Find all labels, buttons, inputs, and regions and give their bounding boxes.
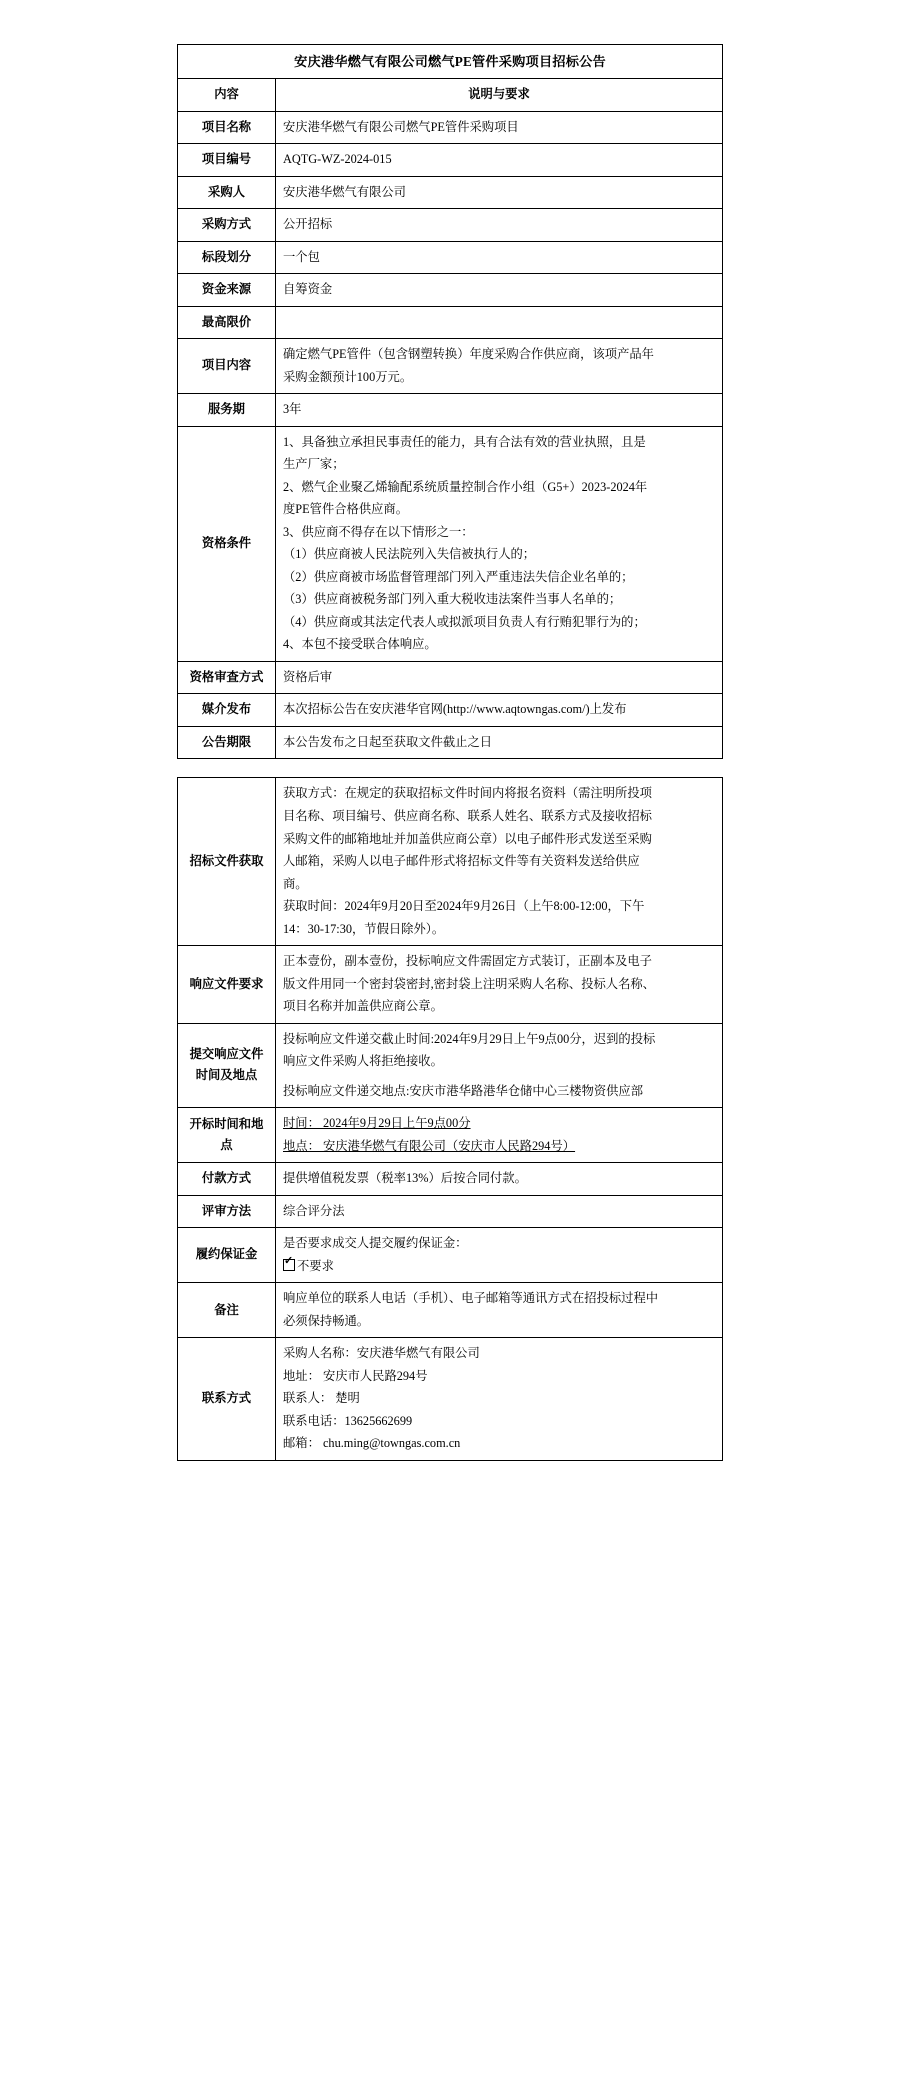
- table-row: [178, 1163, 723, 1196]
- announcement-table-part1: [177, 44, 723, 759]
- table-row: [178, 946, 723, 1024]
- row-label: 开标时间和地点: [178, 1108, 276, 1163]
- performance-bond-intro: 是否要求成交人提交履约保证金：: [283, 1236, 468, 1251]
- announcement-table-part2: [177, 777, 723, 1460]
- table-header-row: [178, 79, 723, 112]
- row-value-line: 获取时间：2024年9月20日至2024年9月26日（上午8:00-12:00，下午: [283, 899, 645, 914]
- row-value: [276, 1108, 723, 1163]
- row-value: [276, 111, 723, 144]
- checkbox-label: 不要求: [297, 1258, 334, 1273]
- row-label: 资金来源: [178, 274, 276, 307]
- row-value: [276, 1023, 723, 1108]
- row-value-line: 联系人： 楚明: [283, 1391, 360, 1406]
- row-value-line: 地址： 安庆市人民路294号: [283, 1368, 428, 1383]
- row-value: [276, 694, 723, 727]
- row-value-line: AQTG-WZ-2024-015: [283, 152, 392, 167]
- row-value-line: 1、具备独立承担民事责任的能力，具有合法有效的营业执照，且是: [283, 434, 646, 449]
- row-value: [276, 144, 723, 177]
- row-value-line: 一个包: [283, 249, 320, 264]
- row-value-line: 安庆港华燃气有限公司燃气PE管件采购项目: [283, 119, 519, 134]
- table-row: [178, 1283, 723, 1338]
- row-label: 服务期: [178, 394, 276, 427]
- column-header-content: 内容: [178, 79, 276, 112]
- row-value-line: 响应单位的联系人电话（手机）、电子邮箱等通讯方式在招投标过程中: [283, 1291, 659, 1306]
- row-value-line: 必须保持畅通。: [283, 1313, 370, 1328]
- row-value-line: 提供增值税发票（税率13%）后按合同付款。: [283, 1171, 527, 1186]
- table-row: [178, 726, 723, 759]
- row-value: [276, 1283, 723, 1338]
- row-value-line: 本次招标公告在安庆港华官网(http://www.aqtowngas.com/)上发布: [283, 702, 627, 717]
- table-row: [178, 694, 723, 727]
- row-value-line: 3年: [283, 402, 302, 417]
- row-value-line: 投标响应文件递交截止时间:2024年9月29日上午9点00分，迟到的投标: [283, 1031, 656, 1046]
- row-label: 备注: [178, 1283, 276, 1338]
- table-row: [178, 339, 723, 394]
- row-label: 提交响应文件时间及地点: [178, 1023, 276, 1108]
- row-value-line: 4、本包不接受联合体响应。: [283, 637, 437, 652]
- row-value: [276, 726, 723, 759]
- row-label: 资格条件: [178, 426, 276, 661]
- table-row: [178, 1228, 723, 1283]
- row-value: [276, 176, 723, 209]
- row-label: 采购方式: [178, 209, 276, 242]
- row-label: 履约保证金: [178, 1228, 276, 1283]
- row-label: 招标文件获取: [178, 778, 276, 946]
- table-row: [178, 426, 723, 661]
- row-value: [276, 946, 723, 1024]
- row-value-line: 商。: [283, 876, 308, 891]
- performance-bond-option: [283, 1256, 715, 1278]
- row-value-line: （2）供应商被市场监督管理部门列入严重违法失信企业名单的；: [283, 569, 634, 584]
- row-value: [276, 394, 723, 427]
- row-value-line: 生产厂家；: [283, 457, 345, 472]
- row-value-line: 投标响应文件递交地点:安庆市港华路港华仓储中心三楼物资供应部: [283, 1083, 644, 1098]
- table-row: [178, 661, 723, 694]
- row-label: 标段划分: [178, 241, 276, 274]
- table-row: [178, 274, 723, 307]
- row-value: [276, 1228, 723, 1283]
- row-label: 资格审查方式: [178, 661, 276, 694]
- table-row: [178, 1195, 723, 1228]
- row-value-line: 获取方式：在规定的获取招标文件时间内将报名资料（需注明所投项: [283, 786, 652, 801]
- table-row: [178, 209, 723, 242]
- row-value-line: 综合评分法: [283, 1203, 345, 1218]
- column-header-description: 说明与要求: [276, 79, 723, 112]
- row-value: [276, 1195, 723, 1228]
- row-value-line: 安庆港华燃气有限公司: [283, 184, 406, 199]
- row-value: [276, 1338, 723, 1461]
- row-value: [276, 778, 723, 946]
- table-row: [178, 144, 723, 177]
- table-row: [178, 306, 723, 339]
- row-label: 采购人: [178, 176, 276, 209]
- row-value: [276, 1163, 723, 1196]
- row-value-line: 公开招标: [283, 217, 333, 232]
- page-break-gap: [178, 759, 723, 777]
- row-label: 付款方式: [178, 1163, 276, 1196]
- row-value-line: 时间： 2024年9月29日上午9点00分: [283, 1116, 471, 1131]
- row-value: [276, 426, 723, 661]
- row-value-line: 目名称、项目编号、供应商名称、联系人姓名、联系方式及接收招标: [283, 808, 652, 823]
- checkbox-checked-icon[interactable]: [283, 1259, 295, 1271]
- row-value-line: 联系电话：13625662699: [283, 1413, 413, 1428]
- row-label: 最高限价: [178, 306, 276, 339]
- row-value-line: 2、燃气企业聚乙烯输配系统质量控制合作小组（G5+）2023-2024年: [283, 479, 648, 494]
- row-value: [276, 306, 723, 339]
- table-row: [178, 111, 723, 144]
- table-row: [178, 1108, 723, 1163]
- row-value-line: 正本壹份，副本壹份，投标响应文件需固定方式装订，正副本及电子: [283, 954, 652, 969]
- row-value-line: 地点： 安庆港华燃气有限公司（安庆市人民路294号）: [283, 1138, 576, 1153]
- row-value-line: （3）供应商被税务部门列入重大税收违法案件当事人名单的；: [283, 592, 622, 607]
- table-row: [178, 241, 723, 274]
- table-row: [178, 1338, 723, 1461]
- row-label: 联系方式: [178, 1338, 276, 1461]
- row-value-line: 自筹资金: [283, 282, 333, 297]
- row-label: 评审方法: [178, 1195, 276, 1228]
- row-value-line: 响应文件采购人将拒绝接收。: [283, 1054, 443, 1069]
- row-value-line: 本公告发布之日起至获取文件截止之日: [283, 734, 493, 749]
- table-row: [178, 778, 723, 946]
- row-label: 公告期限: [178, 726, 276, 759]
- row-value-line: 资格后审: [283, 669, 333, 684]
- row-value: [276, 661, 723, 694]
- row-value-line: 采购金额预计100万元。: [283, 369, 413, 384]
- row-value-line: 人邮箱，采购人以电子邮件形式将招标文件等有关资料发送给供应: [283, 854, 640, 869]
- row-value-line: 14：30-17:30，节假日除外）。: [283, 921, 445, 936]
- row-value-line: 版文件用同一个密封袋密封,密封袋上注明采购人名称、投标人名称、: [283, 976, 655, 991]
- table-row: [178, 1023, 723, 1108]
- row-value-line: 3、供应商不得存在以下情形之一：: [283, 524, 474, 539]
- row-label: 项目内容: [178, 339, 276, 394]
- row-value: [276, 274, 723, 307]
- row-value-line: 采购人名称：安庆港华燃气有限公司: [283, 1346, 480, 1361]
- row-value-line: 项目名称并加盖供应商公章。: [283, 999, 443, 1014]
- row-value-line: （1）供应商被人民法院列入失信被执行人的；: [283, 547, 536, 562]
- table-title-row: [178, 45, 723, 79]
- table-row: [178, 394, 723, 427]
- row-label: 媒介发布: [178, 694, 276, 727]
- row-label: 响应文件要求: [178, 946, 276, 1024]
- page-title: 安庆港华燃气有限公司燃气PE管件采购项目招标公告: [178, 45, 723, 79]
- row-value-line: 邮箱： chu.ming@towngas.com.cn: [283, 1436, 461, 1451]
- table-row: [178, 176, 723, 209]
- row-value: [276, 241, 723, 274]
- row-value-line: 确定燃气PE管件（包含钢塑转换）年度采购合作供应商，该项产品年: [283, 347, 654, 362]
- row-value: [276, 339, 723, 394]
- row-label: 项目编号: [178, 144, 276, 177]
- row-value-line: 采购文件的邮箱地址并加盖供应商公章）以电子邮件形式发送至采购: [283, 831, 652, 846]
- row-value: [276, 209, 723, 242]
- row-value-line: （4）供应商或其法定代表人或拟派项目负责人有行贿犯罪行为的；: [283, 614, 646, 629]
- row-value-line: 度PE管件合格供应商。: [283, 502, 409, 517]
- row-label: 项目名称: [178, 111, 276, 144]
